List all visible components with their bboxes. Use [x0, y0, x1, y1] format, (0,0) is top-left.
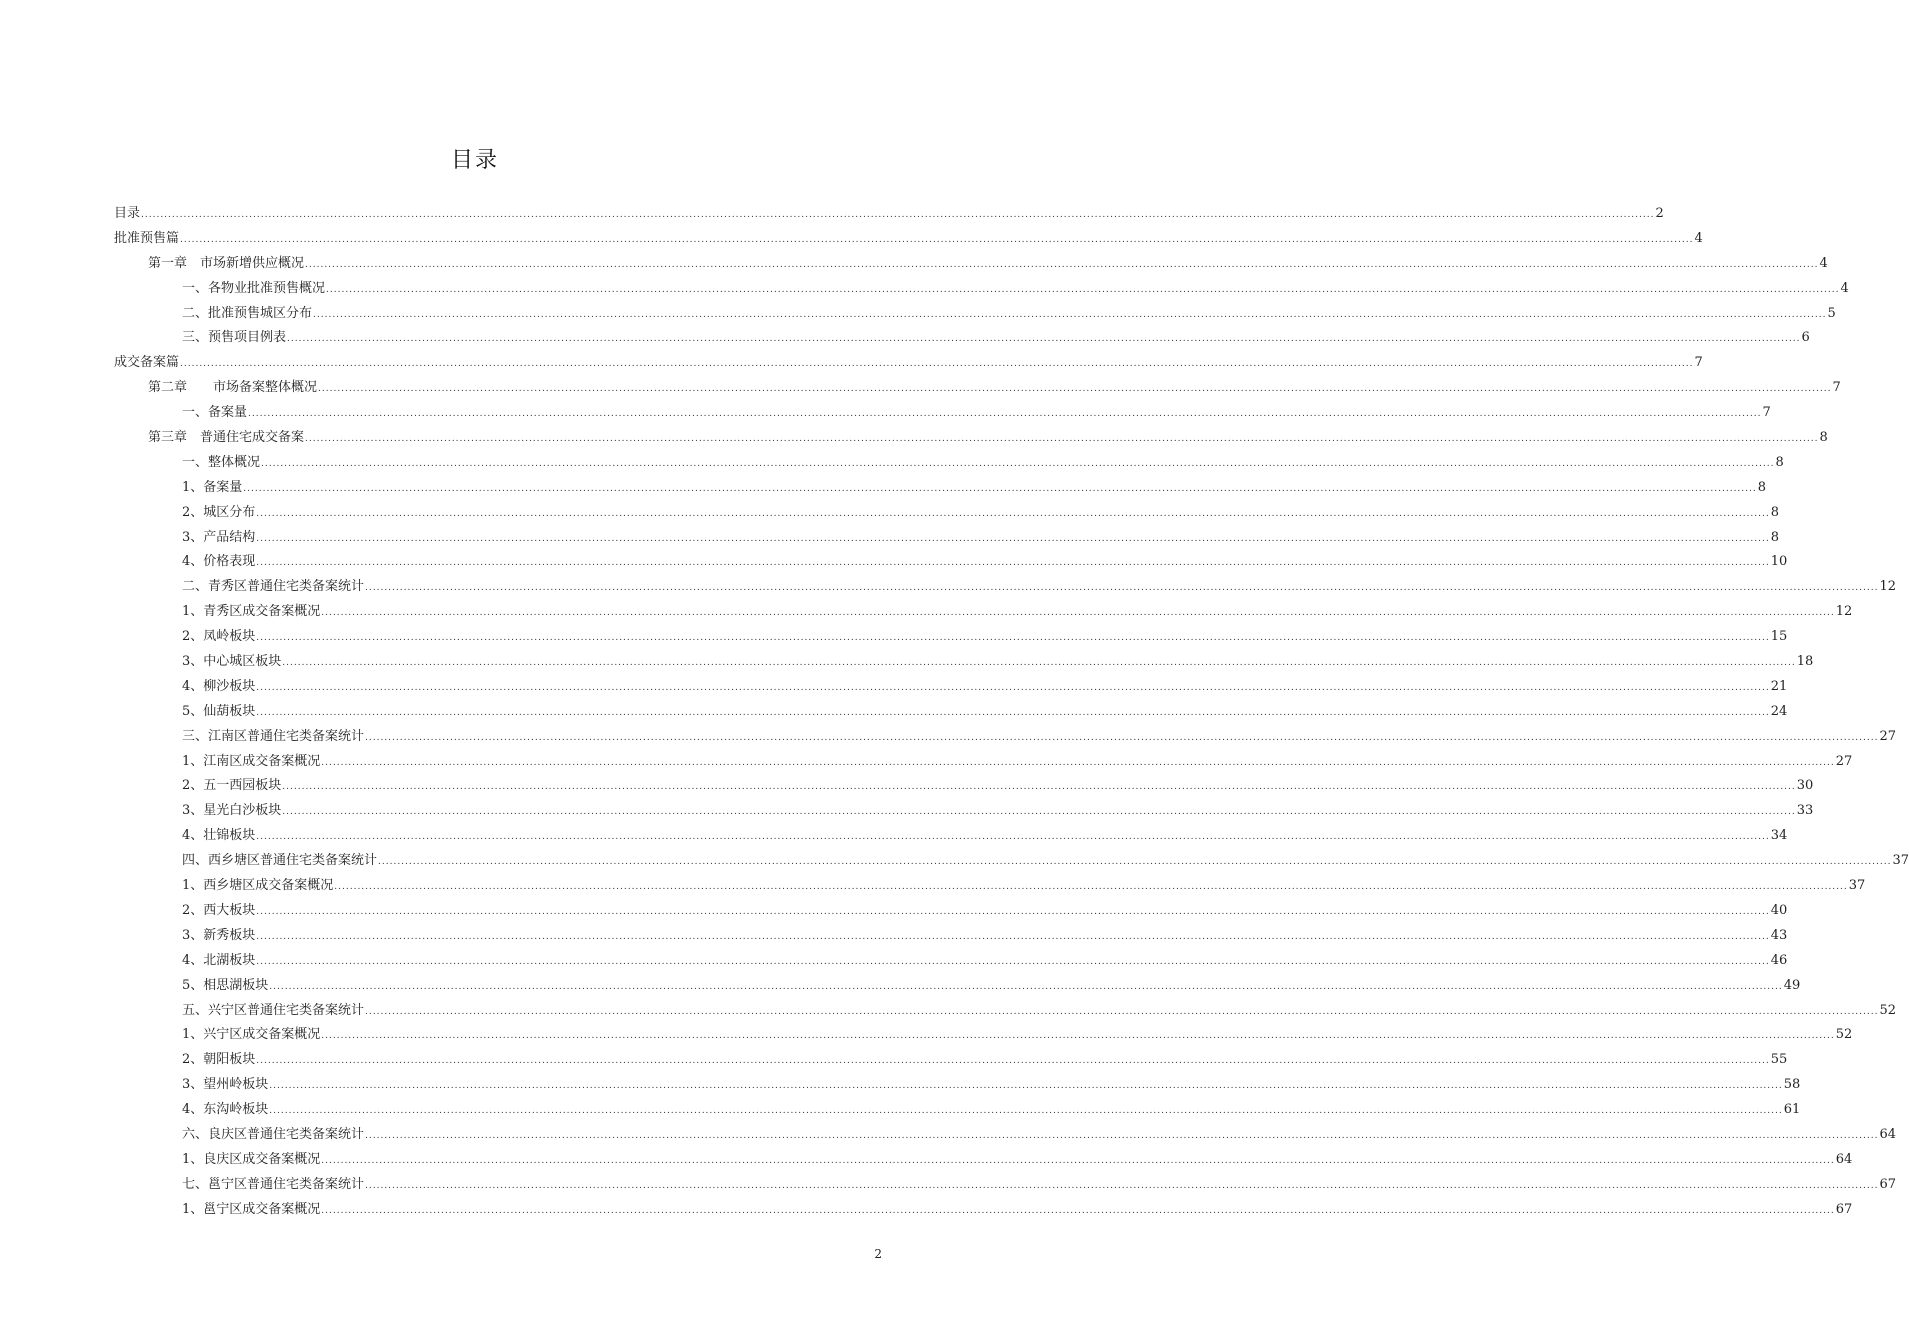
toc-leader	[305, 255, 1818, 275]
toc-entry[interactable]	[0, 1200, 1853, 1225]
toc-label: 5、仙葫板块	[182, 703, 256, 719]
toc-label: 1、备案量	[182, 479, 243, 495]
toc-leader	[256, 529, 1769, 549]
toc-page-number: 40	[1770, 902, 1788, 918]
toc-leader	[256, 504, 1769, 524]
toc-page-number: 8	[1757, 479, 1767, 495]
toc-leader	[321, 753, 1834, 773]
toc-page-number: 34	[1770, 828, 1788, 844]
toc-label: 3、新秀板块	[182, 927, 256, 943]
toc-page-number: 30	[1796, 778, 1814, 794]
toc-page-number: 6	[1801, 330, 1810, 346]
toc-entry[interactable]	[0, 901, 1788, 926]
toc-entry[interactable]	[0, 1150, 1853, 1175]
toc-page-number: 43	[1770, 927, 1788, 943]
toc-entry[interactable]	[0, 801, 1814, 826]
toc-leader	[282, 777, 1795, 797]
toc-label: 第一章 市场新增供应概况	[148, 255, 305, 271]
toc-label: 4、壮锦板块	[182, 828, 256, 844]
toc-entry[interactable]	[0, 652, 1814, 677]
toc-label: 2、五一西园板块	[182, 778, 282, 794]
toc-leader	[287, 329, 1800, 349]
toc-label: 4、东沟岭板块	[182, 1102, 269, 1118]
toc-page-number: 18	[1796, 654, 1814, 670]
toc-page-number: 12	[1835, 604, 1853, 620]
toc-entry[interactable]	[0, 403, 1771, 428]
toc-page-number: 27	[1835, 753, 1853, 769]
toc-label: 3、产品结构	[182, 529, 256, 545]
toc-page-number: 4	[1840, 280, 1849, 296]
toc-page-number: 33	[1796, 803, 1814, 819]
toc-entry[interactable]	[0, 1025, 1853, 1050]
toc-leader	[256, 827, 1769, 847]
toc-page-number: 52	[1835, 1027, 1853, 1043]
toc-label: 4、价格表现	[182, 554, 256, 570]
toc-entry[interactable]	[0, 528, 1780, 553]
toc-entry[interactable]	[0, 279, 1849, 304]
toc-leader	[282, 802, 1795, 822]
toc-leader	[365, 578, 1878, 598]
toc-page-number: 64	[1879, 1126, 1897, 1142]
toc-label: 一、备案量	[182, 405, 248, 421]
toc-label: 二、青秀区普通住宅类备案统计	[182, 579, 365, 595]
toc-label: 2、城区分布	[182, 504, 256, 520]
toc-leader	[365, 1176, 1878, 1196]
toc-entry[interactable]	[0, 752, 1853, 777]
toc-leader	[365, 1002, 1878, 1022]
toc-label: 目录	[114, 206, 141, 221]
page-number: 2	[874, 1247, 882, 1261]
toc-page-number: 15	[1770, 629, 1788, 645]
toc-entry[interactable]	[0, 926, 1788, 951]
toc-label: 3、星光白沙板块	[182, 803, 282, 819]
toc-page-number: 8	[1770, 504, 1780, 520]
toc-page-number: 37	[1892, 853, 1909, 869]
toc-leader	[261, 454, 1774, 474]
toc-entry[interactable]	[0, 826, 1788, 851]
toc-page-number: 5	[1827, 305, 1836, 321]
toc-entry[interactable]	[0, 776, 1814, 801]
toc-leader	[378, 852, 1891, 872]
toc-entry[interactable]	[0, 304, 1836, 329]
toc-entry[interactable]	[0, 851, 1909, 876]
toc-page-number: 49	[1783, 977, 1801, 993]
toc-leader	[318, 379, 1831, 399]
toc-label: 五、兴宁区普通住宅类备案统计	[182, 1002, 365, 1018]
toc-page-number: 7	[1762, 405, 1771, 421]
toc-label: 2、朝阳板块	[182, 1052, 256, 1068]
toc-page-number: 21	[1770, 678, 1788, 694]
toc-entry[interactable]	[0, 951, 1788, 976]
toc-label: 1、青秀区成交备案概况	[182, 604, 321, 620]
page-title: 目录	[450, 148, 499, 173]
toc-entry[interactable]	[0, 602, 1853, 627]
toc-entry[interactable]	[0, 627, 1788, 652]
toc-leader	[326, 280, 1839, 300]
toc-label: 批准预售篇	[114, 230, 180, 246]
toc-page-number: 2	[1655, 206, 1664, 221]
toc-page-number: 55	[1770, 1052, 1788, 1068]
toc-label: 3、望州岭板块	[182, 1077, 269, 1093]
toc-page-number: 8	[1819, 430, 1828, 446]
toc-label: 六、良庆区普通住宅类备案统计	[182, 1126, 365, 1142]
toc-label: 成交备案篇	[114, 355, 180, 371]
toc-entry[interactable]	[0, 1175, 1897, 1200]
toc-page-number: 27	[1879, 728, 1897, 744]
toc-leader	[256, 628, 1769, 648]
toc-entry[interactable]	[0, 328, 1810, 353]
toc-page-number: 64	[1835, 1151, 1853, 1167]
toc-leader	[321, 1026, 1834, 1046]
toc-page-number: 10	[1770, 554, 1788, 570]
toc-page-number: 24	[1770, 703, 1788, 719]
toc-entry[interactable]	[0, 727, 1897, 752]
toc-leader	[365, 728, 1878, 748]
toc-label: 四、西乡塘区普通住宅类备案统计	[182, 853, 378, 869]
toc-leader	[256, 678, 1769, 698]
toc-leader	[282, 653, 1795, 673]
toc-label: 1、良庆区成交备案概况	[182, 1151, 321, 1167]
toc-page-number: 67	[1835, 1201, 1853, 1217]
toc-label: 三、江南区普通住宅类备案统计	[182, 728, 365, 744]
toc-label: 第三章 普通住宅成交备案	[148, 430, 305, 446]
toc-entry[interactable]	[0, 453, 1784, 478]
toc-page-number: 8	[1770, 529, 1780, 545]
toc-leader	[256, 553, 1769, 573]
toc-page-number: 7	[1694, 355, 1703, 371]
toc-leader	[256, 703, 1769, 723]
toc-page-number: 12	[1879, 579, 1897, 595]
toc-label: 3、中心城区板块	[182, 654, 282, 670]
toc-entry[interactable]	[0, 702, 1788, 727]
toc-leader	[321, 1151, 1834, 1171]
toc-leader	[334, 877, 1847, 897]
toc-label: 1、邕宁区成交备案概况	[182, 1201, 321, 1217]
toc-entry[interactable]	[0, 478, 1767, 503]
toc-entry[interactable]	[0, 1125, 1897, 1150]
toc-label: 三、预售项目例表	[182, 330, 287, 346]
toc-label: 1、江南区成交备案概况	[182, 753, 321, 769]
toc-leader	[313, 305, 1826, 325]
toc-leader	[256, 952, 1769, 972]
toc-entry[interactable]	[0, 254, 1828, 279]
toc-label: 二、批准预售城区分布	[182, 305, 313, 321]
toc-label: 4、北湖板块	[182, 952, 256, 968]
toc-entry[interactable]	[0, 378, 1841, 403]
toc-page-number: 8	[1775, 454, 1784, 470]
toc-page-number: 46	[1770, 952, 1788, 968]
toc-label: 5、相思湖板块	[182, 977, 269, 993]
toc-entry[interactable]	[0, 976, 1801, 1001]
toc-leader	[321, 1201, 1834, 1221]
toc-leader	[141, 205, 1654, 225]
toc-entry[interactable]	[0, 503, 1780, 528]
toc-entry[interactable]	[0, 677, 1788, 702]
toc-leader	[269, 1101, 1782, 1121]
toc-leader	[305, 429, 1818, 449]
toc-leader	[365, 1126, 1878, 1146]
toc-label: 2、凤岭板块	[182, 629, 256, 645]
toc-leader	[256, 902, 1769, 922]
toc-leader	[269, 977, 1782, 997]
toc-entry[interactable]	[0, 428, 1828, 453]
toc-entry[interactable]	[0, 204, 1664, 229]
toc-page-number: 67	[1879, 1176, 1897, 1192]
toc-label: 一、各物业批准预售概况	[182, 280, 326, 296]
toc-page-number: 52	[1879, 1002, 1897, 1018]
toc-leader	[243, 479, 1756, 499]
toc-leader	[248, 404, 1761, 424]
toc-label: 第二章 市场备案整体概况	[148, 380, 318, 396]
table-of-contents	[0, 204, 1909, 1225]
toc-page-number: 61	[1783, 1102, 1801, 1118]
toc-page-number: 7	[1832, 380, 1841, 396]
toc-entry[interactable]	[0, 1001, 1897, 1026]
toc-leader	[256, 927, 1769, 947]
toc-label: 1、西乡塘区成交备案概况	[182, 878, 334, 894]
toc-page-number: 4	[1819, 255, 1828, 271]
toc-entry[interactable]	[0, 552, 1788, 577]
toc-entry[interactable]	[0, 353, 1703, 378]
toc-label: 2、西大板块	[182, 902, 256, 918]
toc-leader	[180, 230, 1693, 250]
toc-label: 一、整体概况	[182, 454, 261, 470]
toc-label: 七、邕宁区普通住宅类备案统计	[182, 1176, 365, 1192]
toc-entry[interactable]	[0, 1100, 1801, 1125]
toc-entry[interactable]	[0, 876, 1866, 901]
toc-page-number: 58	[1783, 1077, 1801, 1093]
toc-page-number: 4	[1694, 230, 1703, 246]
toc-entry[interactable]	[0, 1050, 1788, 1075]
toc-label: 1、兴宁区成交备案概况	[182, 1027, 321, 1043]
toc-entry[interactable]	[0, 229, 1703, 254]
toc-label: 4、柳沙板块	[182, 678, 256, 694]
toc-entry[interactable]	[0, 1075, 1801, 1100]
toc-leader	[321, 603, 1834, 623]
toc-entry[interactable]	[0, 577, 1897, 602]
toc-leader	[269, 1076, 1782, 1096]
toc-page-number: 37	[1848, 878, 1866, 894]
toc-leader	[256, 1051, 1769, 1071]
toc-leader	[180, 354, 1693, 374]
